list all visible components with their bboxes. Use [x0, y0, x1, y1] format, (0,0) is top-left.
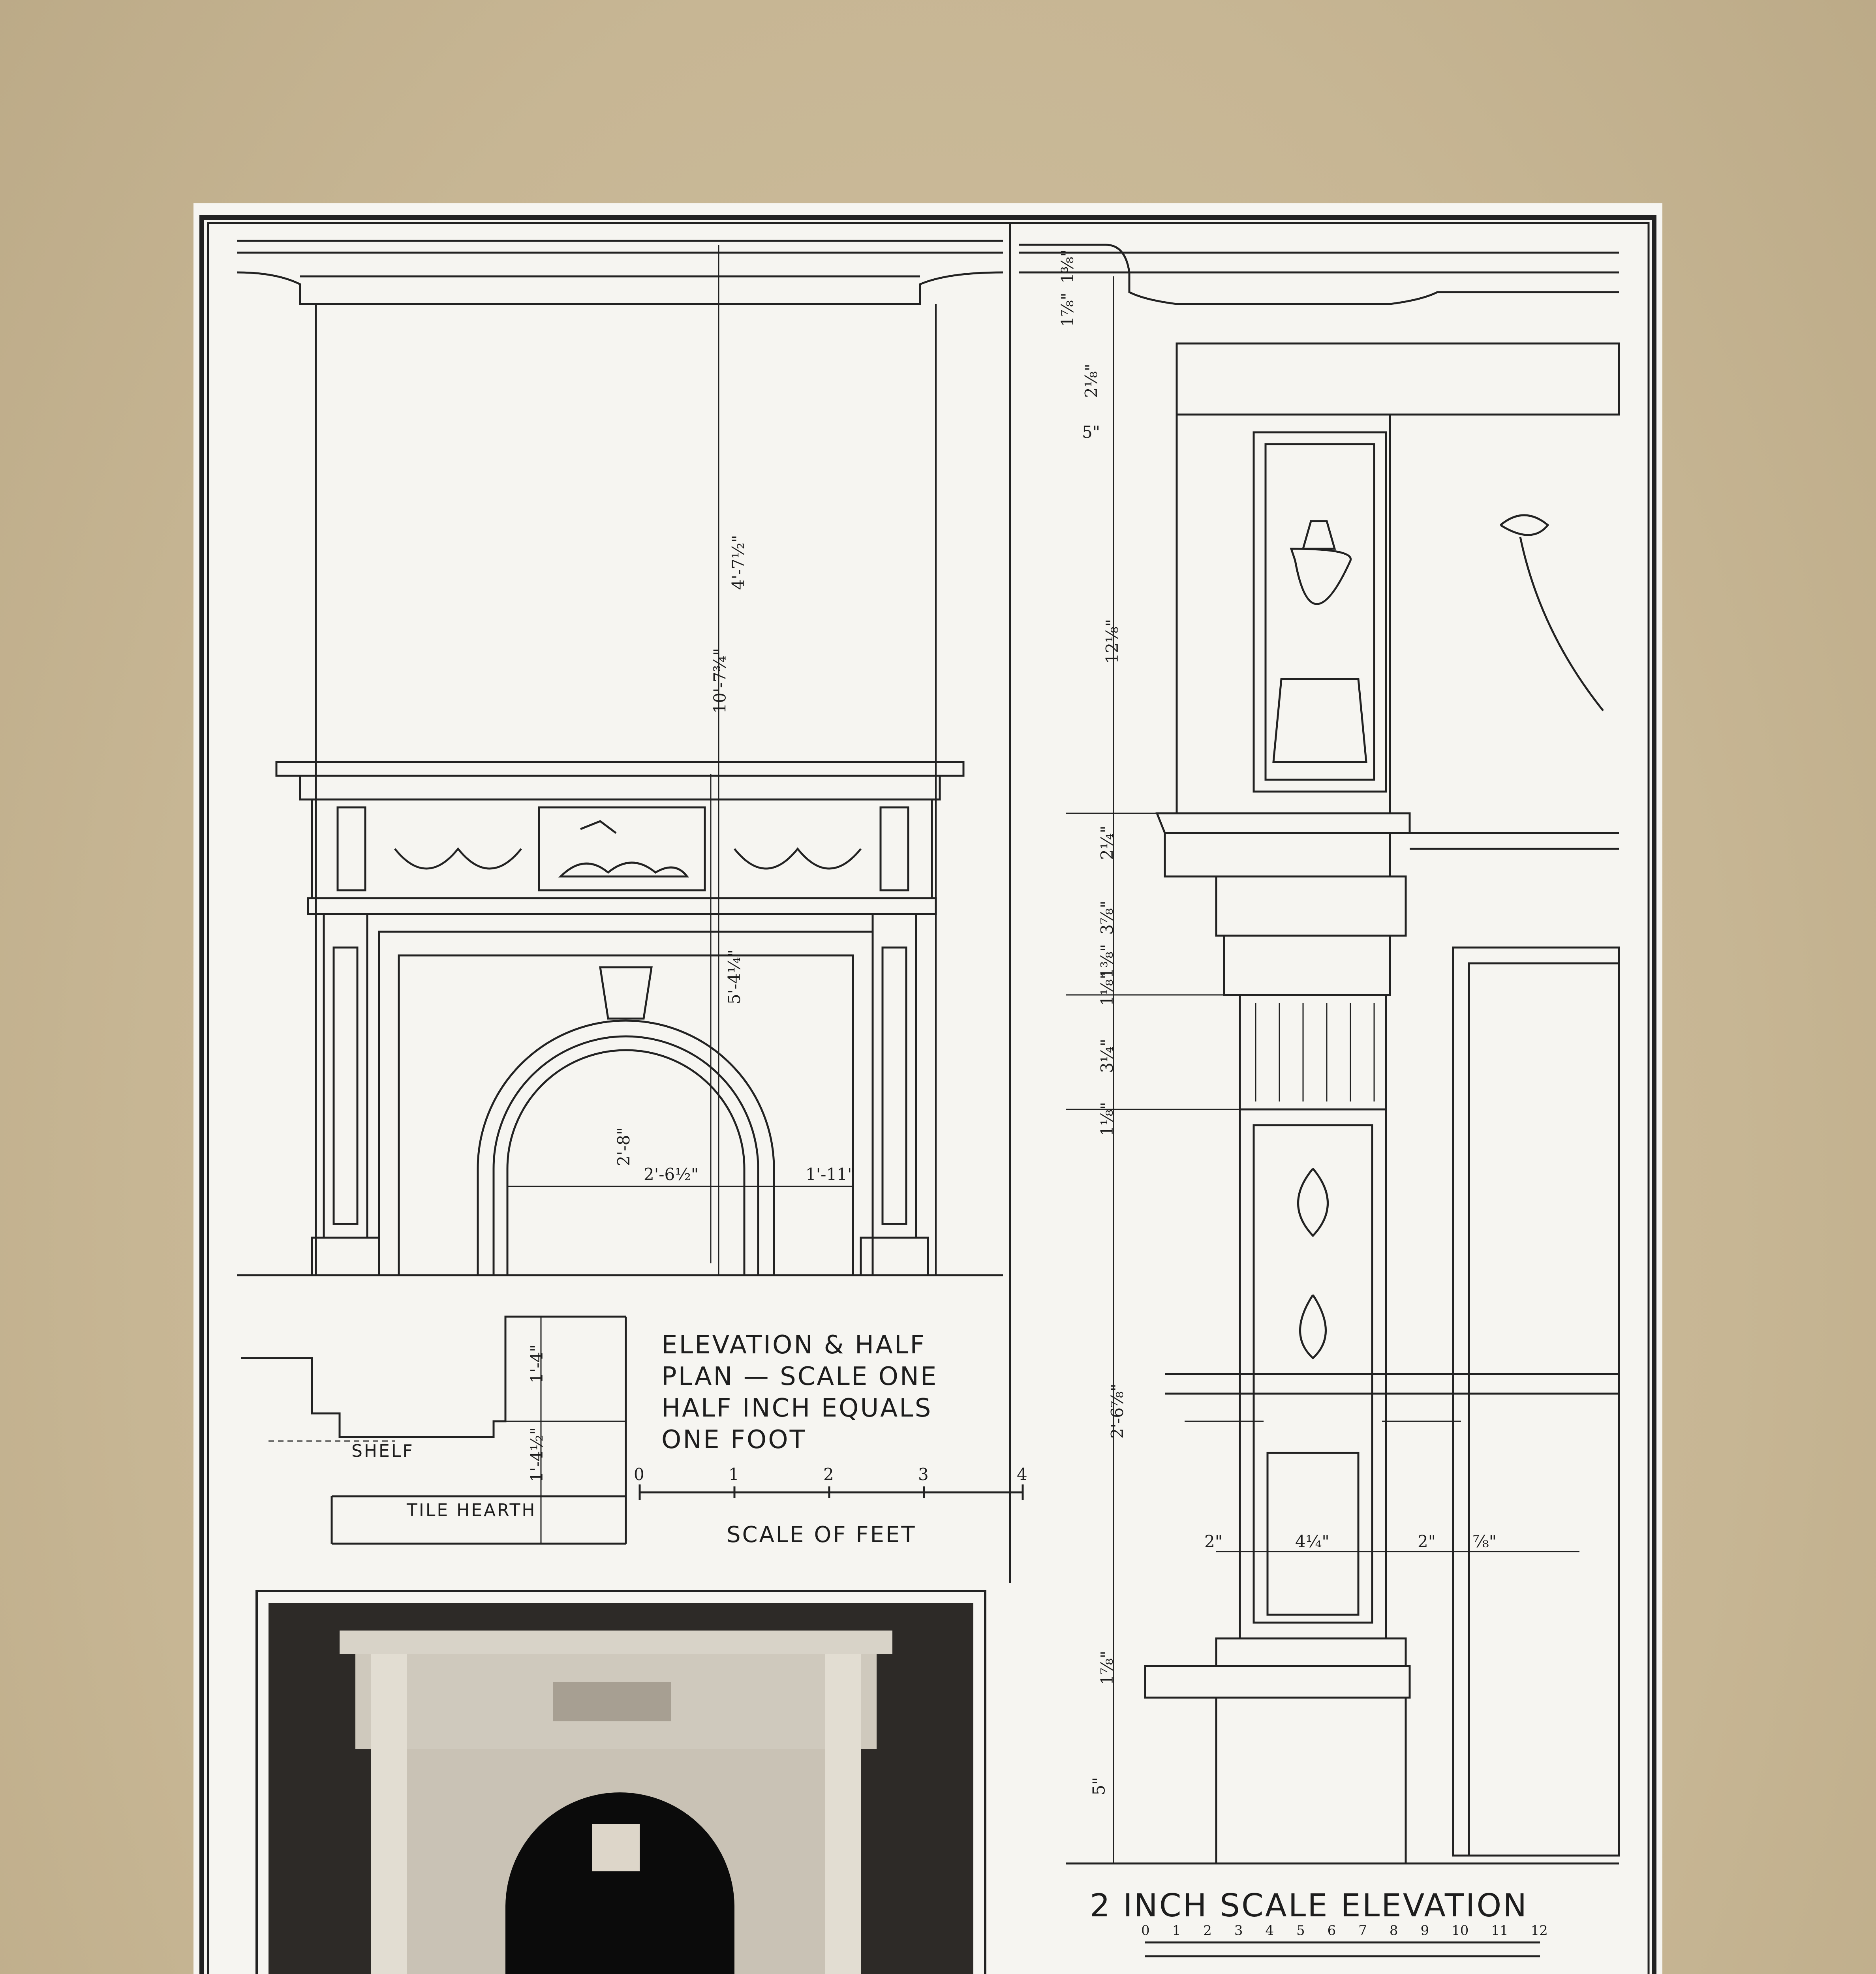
inch-tick: 5 — [1296, 1923, 1305, 1938]
feet-tick-0: 0 — [634, 1465, 644, 1484]
dim-arch-rise: 2'-8" — [614, 1127, 633, 1166]
dim-overall-height: 10'-7¾" — [710, 648, 730, 714]
rdim-5: 2¼" — [1097, 826, 1117, 860]
inch-tick: 7 — [1358, 1923, 1367, 1938]
feet-tick-4: 4 — [1017, 1465, 1027, 1484]
inch-tick: 4 — [1265, 1923, 1274, 1938]
scale-of-feet-bar — [640, 1484, 1023, 1500]
right-elevation — [1019, 245, 1619, 1956]
shelf-label: SHELF — [351, 1441, 414, 1461]
rdim-3: 5" — [1082, 422, 1100, 442]
rdim-13: 5" — [1089, 1777, 1109, 1796]
inch-tick: 10 — [1452, 1923, 1469, 1938]
rdim-4: 12⅛" — [1102, 619, 1122, 664]
rdim-8: 1⅛" — [1097, 972, 1117, 1006]
rbdim-0: 2" — [1204, 1532, 1223, 1551]
left-title-line-2: PLAN — SCALE ONE — [661, 1362, 938, 1391]
inch-tick: 11 — [1491, 1923, 1508, 1938]
left-elevation — [237, 241, 1003, 1275]
inch-tick: 9 — [1420, 1923, 1429, 1938]
feet-tick-3: 3 — [918, 1465, 929, 1484]
rbdim-3: ⅞" — [1473, 1532, 1497, 1551]
left-title-line-1: ELEVATION & HALF — [661, 1330, 926, 1360]
rdim-0: 1⅜" — [1057, 249, 1077, 283]
inch-tick: 3 — [1234, 1923, 1243, 1938]
rdim-9: 3¼" — [1097, 1039, 1117, 1073]
scale-of-feet-label: SCALE OF FEET — [727, 1522, 916, 1548]
scale-of-inches-ticks — [1141, 1923, 1548, 1938]
inch-tick: 12 — [1530, 1923, 1548, 1938]
left-title-line-4: ONE FOOT — [661, 1425, 807, 1454]
rdim-1: 1⅞" — [1057, 293, 1077, 327]
rdim-6: 3⅞" — [1097, 901, 1117, 935]
feet-tick-1: 1 — [729, 1465, 739, 1484]
inch-tick: 0 — [1141, 1923, 1150, 1938]
dim-plan-depth-b: 1'-4½" — [527, 1427, 547, 1482]
left-title-line-3: HALF INCH EQUALS — [661, 1394, 933, 1423]
mantel-photograph — [269, 1603, 973, 1974]
dim-overmantel: 4'-7½" — [729, 535, 748, 590]
inch-tick: 2 — [1203, 1923, 1212, 1938]
rdim-11: 2'-6⅞" — [1108, 1383, 1127, 1439]
rdim-2: 2⅛" — [1081, 364, 1101, 398]
dim-opening-height: 5'-4¼" — [725, 949, 744, 1005]
inch-tick: 6 — [1327, 1923, 1336, 1938]
right-title: 2 INCH SCALE ELEVATION — [1090, 1887, 1529, 1924]
rdim-12: 1⅞" — [1097, 1651, 1117, 1685]
rbdim-2: 2" — [1418, 1532, 1436, 1551]
inch-tick: 1 — [1172, 1923, 1181, 1938]
dim-plan-depth-a: 1'-4" — [527, 1344, 546, 1383]
rbdim-1: 4¼" — [1295, 1532, 1330, 1551]
tile-hearth-label: TILE HEARTH — [407, 1500, 537, 1520]
rdim-7: 1⅜" — [1097, 944, 1117, 978]
feet-tick-2: 2 — [823, 1465, 834, 1484]
dim-pilaster-offset: 1'-11" — [806, 1165, 855, 1184]
rdim-10: 1⅛" — [1097, 1102, 1117, 1136]
dim-opening-half-width: 2'-6½" — [644, 1165, 699, 1184]
inch-tick: 8 — [1389, 1923, 1398, 1938]
